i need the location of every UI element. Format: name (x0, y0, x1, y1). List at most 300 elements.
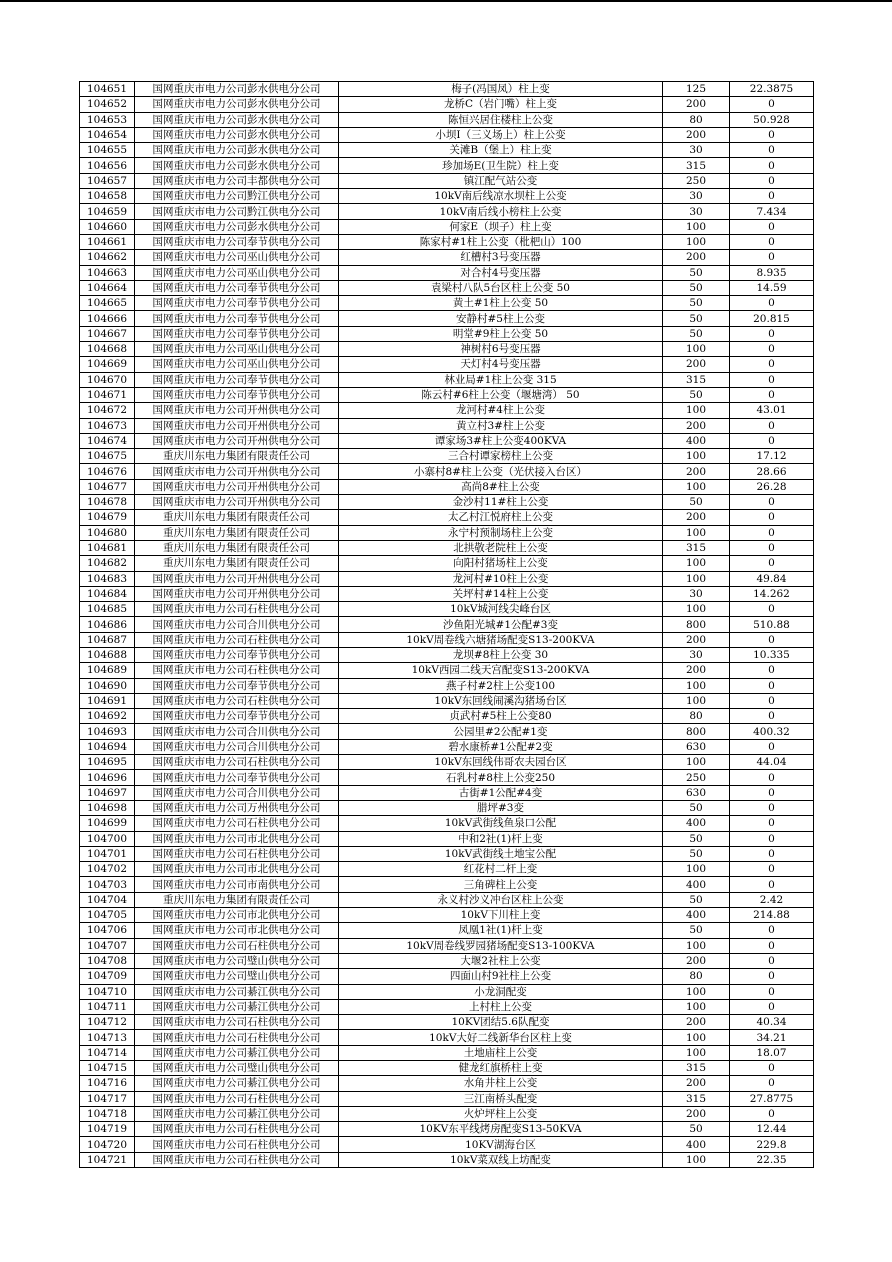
cell-id: 104667 (80, 326, 135, 341)
cell-load: 26.28 (730, 479, 814, 494)
cell-id: 104695 (80, 755, 135, 770)
cell-capacity: 100 (663, 1152, 730, 1167)
cell-company: 国网重庆市电力公司奉节供电分公司 (135, 296, 339, 311)
cell-company: 国网重庆市电力公司开州供电分公司 (135, 479, 339, 494)
cell-capacity: 30 (663, 189, 730, 204)
cell-transformer-name: 10kV周卷线六塘猪场配变S13-200KVA (339, 632, 663, 647)
cell-transformer-name: 小寨村8#柱上公变（光伏接入台区） (339, 464, 663, 479)
cell-capacity: 315 (663, 158, 730, 173)
table-row (80, 387, 814, 402)
cell-capacity: 200 (663, 127, 730, 142)
cell-transformer-name: 古街#1公配#4变 (339, 785, 663, 800)
table-row (80, 234, 814, 249)
cell-transformer-name: 何家E（坝子）柱上变 (339, 219, 663, 234)
cell-transformer-name: 高尚8#柱上公变 (339, 479, 663, 494)
table-row (80, 495, 814, 510)
table-row (80, 204, 814, 219)
cell-capacity: 250 (663, 173, 730, 188)
cell-transformer-name: 永义村沙义冲台区柱上公变 (339, 892, 663, 907)
cell-capacity: 200 (663, 1015, 730, 1030)
cell-load: 34.21 (730, 1030, 814, 1045)
cell-id: 104711 (80, 999, 135, 1014)
cell-capacity: 100 (663, 678, 730, 693)
cell-company: 国网重庆市电力公司合川供电分公司 (135, 785, 339, 800)
table-row (80, 953, 814, 968)
cell-capacity: 200 (663, 357, 730, 372)
cell-company: 国网重庆市电力公司奉节供电分公司 (135, 647, 339, 662)
table-row (80, 693, 814, 708)
cell-capacity: 800 (663, 617, 730, 632)
cell-capacity: 200 (663, 1076, 730, 1091)
cell-company: 国网重庆市电力公司开州供电分公司 (135, 464, 339, 479)
cell-capacity: 200 (663, 418, 730, 433)
table-row (80, 357, 814, 372)
cell-load: 0 (730, 800, 814, 815)
cell-company: 国网重庆市电力公司奉节供电分公司 (135, 770, 339, 785)
cell-id: 104651 (80, 82, 135, 97)
table-row (80, 632, 814, 647)
cell-id: 104721 (80, 1152, 135, 1167)
cell-company: 国网重庆市电力公司綦江供电分公司 (135, 984, 339, 999)
cell-load: 0 (730, 173, 814, 188)
table-row (80, 112, 814, 127)
cell-capacity: 400 (663, 908, 730, 923)
cell-id: 104703 (80, 877, 135, 892)
cell-company: 国网重庆市电力公司奉节供电分公司 (135, 280, 339, 295)
cell-id: 104673 (80, 418, 135, 433)
cell-id: 104702 (80, 862, 135, 877)
table-row (80, 525, 814, 540)
table-body (80, 82, 814, 1168)
cell-company: 国网重庆市电力公司石柱供电分公司 (135, 663, 339, 678)
cell-capacity: 315 (663, 1061, 730, 1076)
cell-load: 510.88 (730, 617, 814, 632)
table-row (80, 785, 814, 800)
cell-load: 0 (730, 433, 814, 448)
cell-transformer-name: 陈恒兴居住楼柱上公变 (339, 112, 663, 127)
cell-load: 0 (730, 342, 814, 357)
cell-load: 50.928 (730, 112, 814, 127)
cell-capacity: 50 (663, 846, 730, 861)
table-row (80, 127, 814, 142)
cell-transformer-name: 向阳村猪场柱上公变 (339, 556, 663, 571)
cell-id: 104709 (80, 969, 135, 984)
cell-id: 104660 (80, 219, 135, 234)
cell-transformer-name: 10kV菜双线上坊配变 (339, 1152, 663, 1167)
cell-load: 40.34 (730, 1015, 814, 1030)
cell-load: 0 (730, 693, 814, 708)
cell-capacity: 100 (663, 219, 730, 234)
cell-load: 22.35 (730, 1152, 814, 1167)
cell-company: 国网重庆市电力公司巫山供电分公司 (135, 265, 339, 280)
table-row (80, 1091, 814, 1106)
cell-id: 104674 (80, 433, 135, 448)
cell-capacity: 100 (663, 602, 730, 617)
cell-id: 104671 (80, 387, 135, 402)
cell-id: 104655 (80, 143, 135, 158)
cell-id: 104694 (80, 739, 135, 754)
cell-transformer-name: 上村柱上公变 (339, 999, 663, 1014)
cell-company: 国网重庆市电力公司奉节供电分公司 (135, 387, 339, 402)
table-row (80, 250, 814, 265)
cell-transformer-name: 水角井柱上公变 (339, 1076, 663, 1091)
cell-capacity: 125 (663, 82, 730, 97)
cell-transformer-name: 公园里#2公配#1变 (339, 724, 663, 739)
cell-id: 104664 (80, 280, 135, 295)
table-row (80, 1030, 814, 1045)
cell-load: 0 (730, 296, 814, 311)
table-row (80, 938, 814, 953)
cell-capacity: 100 (663, 403, 730, 418)
cell-load: 44.04 (730, 755, 814, 770)
cell-capacity: 100 (663, 525, 730, 540)
cell-id: 104698 (80, 800, 135, 815)
table-row (80, 1106, 814, 1121)
cell-transformer-name: 红花村二杆上变 (339, 862, 663, 877)
cell-load: 0 (730, 785, 814, 800)
cell-capacity: 80 (663, 709, 730, 724)
cell-load: 0 (730, 816, 814, 831)
table-row (80, 1152, 814, 1167)
cell-id: 104693 (80, 724, 135, 739)
cell-company: 国网重庆市电力公司合川供电分公司 (135, 739, 339, 754)
cell-company: 国网重庆市电力公司巫山供电分公司 (135, 342, 339, 357)
cell-company: 重庆川东电力集团有限责任公司 (135, 892, 339, 907)
table-row (80, 265, 814, 280)
cell-capacity: 50 (663, 923, 730, 938)
cell-company: 国网重庆市电力公司石柱供电分公司 (135, 938, 339, 953)
cell-company: 国网重庆市电力公司奉节供电分公司 (135, 372, 339, 387)
table-row (80, 418, 814, 433)
table-row (80, 311, 814, 326)
cell-company: 国网重庆市电力公司石柱供电分公司 (135, 1091, 339, 1106)
cell-transformer-name: 腊坪#3变 (339, 800, 663, 815)
cell-load: 0 (730, 984, 814, 999)
table-row (80, 831, 814, 846)
cell-load: 14.262 (730, 586, 814, 601)
cell-company: 重庆川东电力集团有限责任公司 (135, 525, 339, 540)
table-row (80, 800, 814, 815)
cell-id: 104691 (80, 693, 135, 708)
cell-transformer-name: 龙坝#8柱上公变 30 (339, 647, 663, 662)
cell-load: 0 (730, 831, 814, 846)
cell-load: 0 (730, 602, 814, 617)
cell-transformer-name: 袁梁村八队5台区柱上公变 50 (339, 280, 663, 295)
cell-company: 国网重庆市电力公司开州供电分公司 (135, 571, 339, 586)
cell-capacity: 100 (663, 342, 730, 357)
cell-id: 104717 (80, 1091, 135, 1106)
cell-company: 国网重庆市电力公司市北供电分公司 (135, 923, 339, 938)
table-row (80, 755, 814, 770)
cell-id: 104668 (80, 342, 135, 357)
cell-id: 104657 (80, 173, 135, 188)
cell-load: 0 (730, 387, 814, 402)
cell-transformer-name: 永宁村预制场柱上公变 (339, 525, 663, 540)
table-row (80, 923, 814, 938)
cell-transformer-name: 土地庙柱上公变 (339, 1045, 663, 1060)
table-row (80, 602, 814, 617)
cell-load: 400.32 (730, 724, 814, 739)
cell-load: 12.44 (730, 1122, 814, 1137)
cell-id: 104681 (80, 540, 135, 555)
cell-load: 0 (730, 143, 814, 158)
cell-transformer-name: 10kV南后线凉水坝柱上公变 (339, 189, 663, 204)
cell-company: 重庆川东电力集团有限责任公司 (135, 449, 339, 464)
table-row (80, 479, 814, 494)
cell-id: 104705 (80, 908, 135, 923)
cell-load: 0 (730, 326, 814, 341)
cell-load: 0 (730, 234, 814, 249)
cell-load: 0 (730, 678, 814, 693)
cell-company: 国网重庆市电力公司市北供电分公司 (135, 831, 339, 846)
cell-load: 0 (730, 158, 814, 173)
cell-company: 国网重庆市电力公司石柱供电分公司 (135, 846, 339, 861)
cell-id: 104692 (80, 709, 135, 724)
cell-transformer-name: 大堰2社柱上公变 (339, 953, 663, 968)
cell-id: 104672 (80, 403, 135, 418)
cell-id: 104708 (80, 953, 135, 968)
cell-capacity: 200 (663, 953, 730, 968)
cell-capacity: 200 (663, 510, 730, 525)
cell-capacity: 400 (663, 433, 730, 448)
table-row (80, 97, 814, 112)
cell-transformer-name: 10KV东平线烤房配变S13-50KVA (339, 1122, 663, 1137)
cell-id: 104659 (80, 204, 135, 219)
cell-capacity: 50 (663, 831, 730, 846)
cell-transformer-name: 陈家村#1柱上公变（枇杷山）100 (339, 234, 663, 249)
cell-transformer-name: 珍加场E(卫生院）柱上变 (339, 158, 663, 173)
cell-id: 104710 (80, 984, 135, 999)
cell-transformer-name: 小龙洞配变 (339, 984, 663, 999)
cell-capacity: 315 (663, 1091, 730, 1106)
cell-load: 7.434 (730, 204, 814, 219)
cell-id: 104688 (80, 647, 135, 662)
cell-id: 104658 (80, 189, 135, 204)
table-row (80, 586, 814, 601)
cell-capacity: 50 (663, 296, 730, 311)
cell-company: 国网重庆市电力公司开州供电分公司 (135, 495, 339, 510)
cell-company: 国网重庆市电力公司石柱供电分公司 (135, 632, 339, 647)
table-row (80, 846, 814, 861)
cell-transformer-name: 小坝I（三义场上）柱上公变 (339, 127, 663, 142)
cell-load: 0 (730, 770, 814, 785)
cell-transformer-name: 石乳村#8柱上公变250 (339, 770, 663, 785)
cell-capacity: 800 (663, 724, 730, 739)
cell-company: 国网重庆市电力公司石柱供电分公司 (135, 1137, 339, 1152)
cell-id: 104666 (80, 311, 135, 326)
table-row (80, 999, 814, 1014)
cell-id: 104679 (80, 510, 135, 525)
cell-load: 0 (730, 953, 814, 968)
cell-company: 重庆川东电力集团有限责任公司 (135, 540, 339, 555)
table-row (80, 1122, 814, 1137)
table-row (80, 908, 814, 923)
cell-transformer-name: 健龙红旗桥柱上变 (339, 1061, 663, 1076)
cell-id: 104699 (80, 816, 135, 831)
cell-load: 43.01 (730, 403, 814, 418)
cell-transformer-name: 10KV湖海台区 (339, 1137, 663, 1152)
cell-capacity: 315 (663, 540, 730, 555)
table-row (80, 1076, 814, 1091)
cell-capacity: 100 (663, 234, 730, 249)
cell-id: 104683 (80, 571, 135, 586)
cell-capacity: 50 (663, 326, 730, 341)
cell-load: 20.815 (730, 311, 814, 326)
cell-transformer-name: 凤凰1社(1)杆上变 (339, 923, 663, 938)
cell-capacity: 100 (663, 938, 730, 953)
cell-capacity: 100 (663, 571, 730, 586)
cell-company: 国网重庆市电力公司彭水供电分公司 (135, 219, 339, 234)
cell-load: 10.335 (730, 647, 814, 662)
cell-capacity: 80 (663, 112, 730, 127)
cell-load: 0 (730, 357, 814, 372)
cell-capacity: 200 (663, 464, 730, 479)
cell-company: 国网重庆市电力公司彭水供电分公司 (135, 97, 339, 112)
cell-load: 0 (730, 1061, 814, 1076)
cell-capacity: 200 (663, 663, 730, 678)
cell-id: 104697 (80, 785, 135, 800)
cell-capacity: 30 (663, 586, 730, 601)
cell-id: 104656 (80, 158, 135, 173)
cell-transformer-name: 天灯村4号变压器 (339, 357, 663, 372)
cell-company: 国网重庆市电力公司綦江供电分公司 (135, 1045, 339, 1060)
cell-company: 国网重庆市电力公司黔江供电分公司 (135, 204, 339, 219)
cell-company: 国网重庆市电力公司石柱供电分公司 (135, 1122, 339, 1137)
cell-capacity: 200 (663, 1106, 730, 1121)
cell-transformer-name: 10kV武街线土地宝公配 (339, 846, 663, 861)
cell-transformer-name: 关滩B（堡上）柱上变 (339, 143, 663, 158)
cell-capacity: 100 (663, 755, 730, 770)
table-row (80, 892, 814, 907)
cell-company: 国网重庆市电力公司璧山供电分公司 (135, 1061, 339, 1076)
cell-load: 27.8775 (730, 1091, 814, 1106)
cell-id: 104713 (80, 1030, 135, 1045)
cell-transformer-name: 10kV周卷线罗园猪场配变S13-100KVA (339, 938, 663, 953)
cell-company: 国网重庆市电力公司万州供电分公司 (135, 800, 339, 815)
cell-transformer-name: 沙鱼阳光城#1公配#3变 (339, 617, 663, 632)
cell-id: 104680 (80, 525, 135, 540)
cell-load: 0 (730, 510, 814, 525)
cell-company: 国网重庆市电力公司石柱供电分公司 (135, 1030, 339, 1045)
cell-transformer-name: 明堂#9柱上公变 50 (339, 326, 663, 341)
cell-load: 0 (730, 189, 814, 204)
cell-id: 104662 (80, 250, 135, 265)
cell-id: 104676 (80, 464, 135, 479)
top-rule (0, 0, 892, 2)
cell-load: 49.84 (730, 571, 814, 586)
cell-load: 17.12 (730, 449, 814, 464)
table-row (80, 1045, 814, 1060)
cell-capacity: 200 (663, 632, 730, 647)
table-row (80, 189, 814, 204)
cell-id: 104716 (80, 1076, 135, 1091)
cell-company: 国网重庆市电力公司丰都供电分公司 (135, 173, 339, 188)
table-row (80, 280, 814, 295)
table-row (80, 647, 814, 662)
cell-capacity: 50 (663, 311, 730, 326)
cell-capacity: 315 (663, 372, 730, 387)
table-row (80, 556, 814, 571)
cell-id: 104663 (80, 265, 135, 280)
cell-company: 国网重庆市电力公司市北供电分公司 (135, 862, 339, 877)
cell-transformer-name: 10kV东回线闹溪沟猪场台区 (339, 693, 663, 708)
cell-company: 国网重庆市电力公司綦江供电分公司 (135, 1106, 339, 1121)
table-row (80, 816, 814, 831)
cell-transformer-name: 贞武村#5柱上公变80 (339, 709, 663, 724)
table-row (80, 326, 814, 341)
table-row (80, 969, 814, 984)
cell-capacity: 630 (663, 785, 730, 800)
cell-load: 0 (730, 663, 814, 678)
table-row (80, 433, 814, 448)
cell-id: 104689 (80, 663, 135, 678)
cell-company: 国网重庆市电力公司奉节供电分公司 (135, 234, 339, 249)
cell-capacity: 200 (663, 250, 730, 265)
cell-transformer-name: 红槽村3号变压器 (339, 250, 663, 265)
cell-transformer-name: 10kV东回线伟哥农夫园台区 (339, 755, 663, 770)
cell-company: 国网重庆市电力公司彭水供电分公司 (135, 82, 339, 97)
cell-transformer-name: 神树村6号变压器 (339, 342, 663, 357)
cell-load: 0 (730, 923, 814, 938)
cell-id: 104700 (80, 831, 135, 846)
cell-capacity: 100 (663, 556, 730, 571)
cell-transformer-name: 黄立村3#柱上公变 (339, 418, 663, 433)
cell-load: 229.8 (730, 1137, 814, 1152)
cell-capacity: 100 (663, 1030, 730, 1045)
cell-transformer-name: 镇江配气站公变 (339, 173, 663, 188)
table-row (80, 143, 814, 158)
cell-company: 重庆川东电力集团有限责任公司 (135, 556, 339, 571)
cell-company: 国网重庆市电力公司开州供电分公司 (135, 433, 339, 448)
cell-load: 0 (730, 938, 814, 953)
cell-capacity: 400 (663, 877, 730, 892)
cell-capacity: 400 (663, 816, 730, 831)
cell-capacity: 50 (663, 265, 730, 280)
cell-capacity: 30 (663, 204, 730, 219)
cell-id: 104675 (80, 449, 135, 464)
table-row (80, 571, 814, 586)
cell-transformer-name: 燕子村#2柱上公变100 (339, 678, 663, 693)
cell-load: 0 (730, 250, 814, 265)
cell-id: 104719 (80, 1122, 135, 1137)
cell-id: 104714 (80, 1045, 135, 1060)
cell-id: 104687 (80, 632, 135, 647)
cell-company: 国网重庆市电力公司市北供电分公司 (135, 908, 339, 923)
table-row (80, 1015, 814, 1030)
cell-load: 8.935 (730, 265, 814, 280)
cell-company: 国网重庆市电力公司彭水供电分公司 (135, 112, 339, 127)
cell-transformer-name: 关坪村#14柱上公变 (339, 586, 663, 601)
cell-load: 0 (730, 97, 814, 112)
cell-load: 14.59 (730, 280, 814, 295)
table-row (80, 372, 814, 387)
cell-id: 104720 (80, 1137, 135, 1152)
cell-id: 104661 (80, 234, 135, 249)
cell-transformer-name: 龙河村#4柱上公变 (339, 403, 663, 418)
cell-load: 0 (730, 556, 814, 571)
cell-id: 104684 (80, 586, 135, 601)
cell-load: 0 (730, 1106, 814, 1121)
cell-company: 国网重庆市电力公司彭水供电分公司 (135, 158, 339, 173)
cell-load: 214.88 (730, 908, 814, 923)
cell-transformer-name: 黄土#1柱上公变 50 (339, 296, 663, 311)
cell-company: 国网重庆市电力公司奉节供电分公司 (135, 311, 339, 326)
cell-load: 0 (730, 1076, 814, 1091)
cell-company: 国网重庆市电力公司璧山供电分公司 (135, 953, 339, 968)
cell-id: 104696 (80, 770, 135, 785)
table-row (80, 540, 814, 555)
cell-company: 国网重庆市电力公司綦江供电分公司 (135, 1076, 339, 1091)
